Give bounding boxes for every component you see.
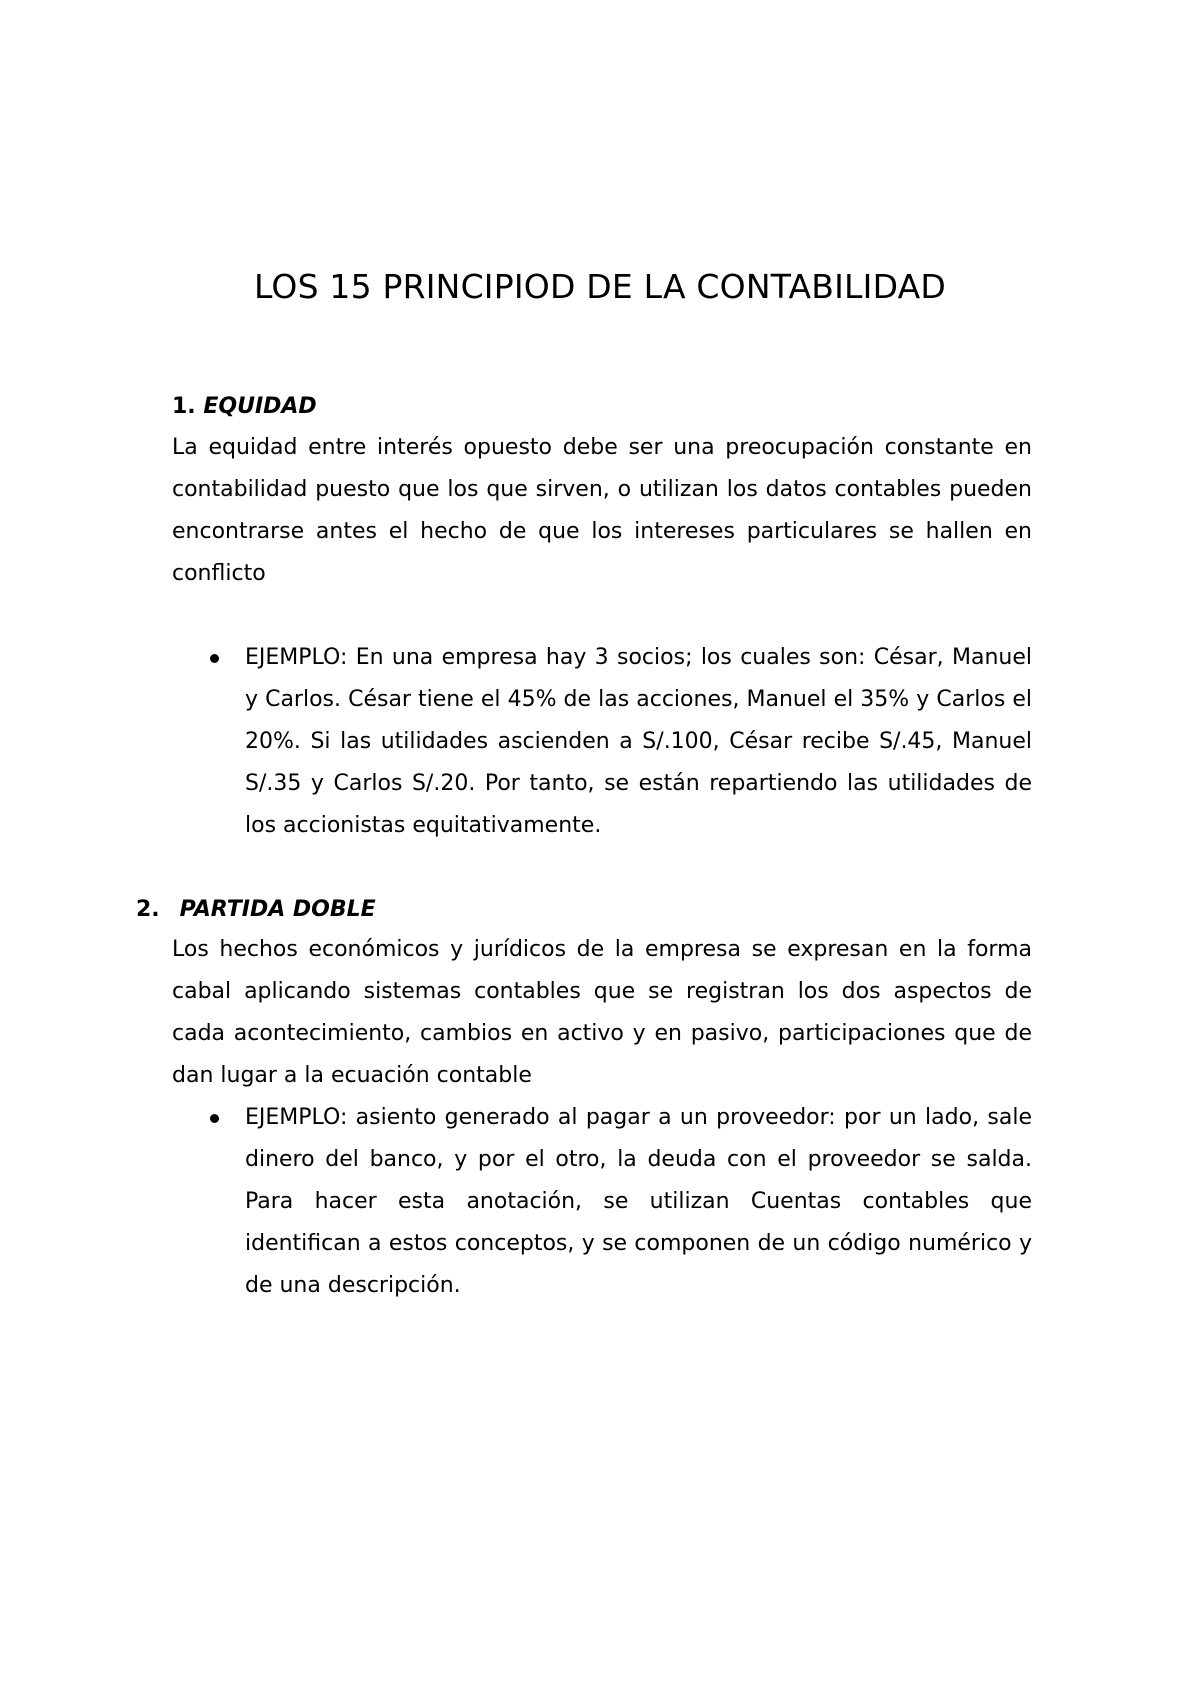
section-heading: [136, 895, 376, 925]
section-title: EQUIDAD: [203, 394, 317, 419]
bullet-text: EJEMPLO: asiento generado al pagar a un proveedor: por un lado, sale dinero del banco, y por el otro, la deuda con el proveedor se salda. Para hacer esta anotación, se utilizan Cuentas contables que identifican a estos conceptos, y se componen de un código numérico y de una descripción.: [245, 1105, 1032, 1298]
section-number: 1.: [172, 394, 196, 419]
section-paragraph: Los hechos económicos y jurídicos de la empresa se expresan en la forma cabal aplicando sistemas contables que se registran los dos aspectos de cada acontecimiento, cambios en activo y en pasivo, participaciones que de dan lugar a la ecuación contable: [172, 937, 1032, 1088]
section-title: PARTIDA DOBLE: [179, 897, 376, 922]
page-title: LOS 15 PRINCIPIOD DE LA CONTABILIDAD: [254, 267, 946, 306]
bullet-text: EJEMPLO: En una empresa hay 3 socios; los cuales son: César, Manuel y Carlos. César tiene el 45% de las acciones, Manuel el 35% y Carlos el 20%. Si las utilidades ascienden a S/.100, César recibe S/.45, Manuel S/.35 y Carlos S/.20. Por tanto, se están repartiendo las utilidades de los accionistas equitativamente.: [245, 645, 1032, 838]
bullet-icon: [210, 1114, 219, 1123]
section-paragraph: La equidad entre interés opuesto debe ser una preocupación constante en contabilidad puesto que los que sirven, o utilizan los datos contables pueden encontrarse antes el hecho de que los intereses particulares se hallen en conflicto: [172, 435, 1032, 586]
section-number: 2.: [136, 897, 160, 922]
section-heading: [172, 392, 317, 422]
bullet-icon: [210, 654, 219, 663]
